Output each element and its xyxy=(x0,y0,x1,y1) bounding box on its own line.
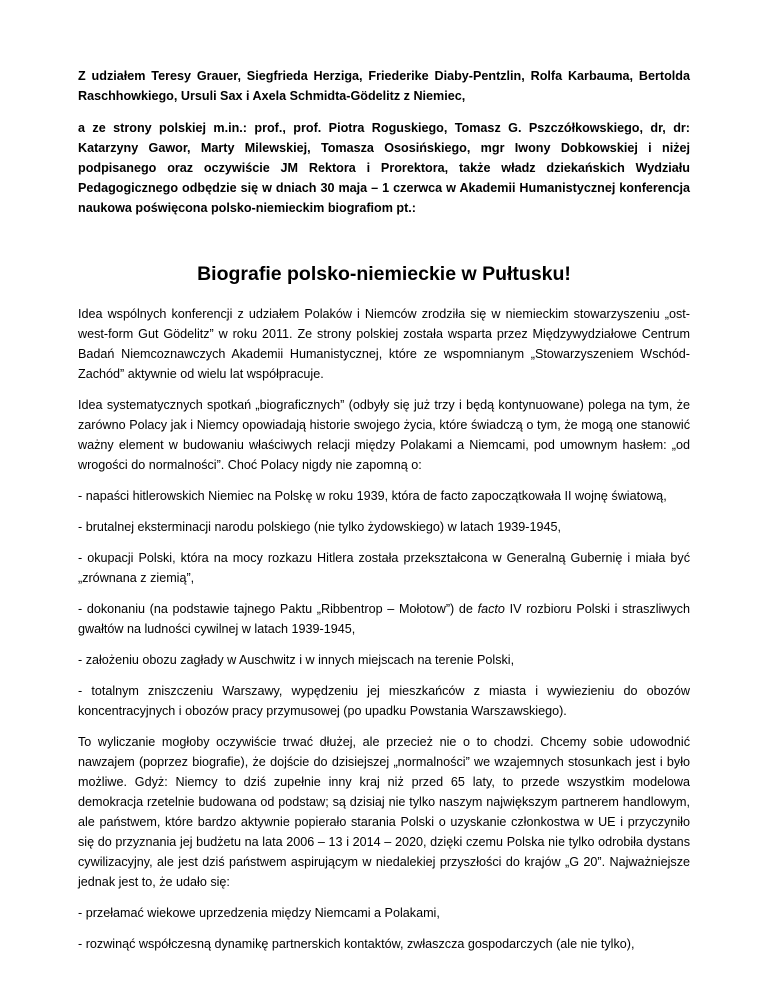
list-item: - brutalnej eksterminacji narodu polskiego (nie tylko żydowskiego) w latach 1939-1945, xyxy=(78,520,562,534)
list-item-text: - dokonaniu (na podstawie tajnego Paktu „Ribbentrop – Mołotow”) de xyxy=(78,602,478,616)
list-item: - rozwinąć współczesną dynamikę partnerskich kontaktów, zwłaszcza gospodarczych (ale nie tylko), xyxy=(78,937,635,951)
list-item: - napaści hitlerowskich Niemiec na Polskę w roku 1939, która de facto zapoczątkowała II wojnę światową, xyxy=(78,489,667,503)
list-item xyxy=(78,599,690,639)
list-item: - okupacji Polski, która na mocy rozkazu Hitlera została przekształcona w Generalną Gubernię i miała być „zrównana z ziemią”, xyxy=(78,551,690,585)
paragraph: Idea systematycznych spotkań „biograficznych” (odbyły się już trzy i będą kontynuowane) polega na tym, że zarówno Polacy jak i Niemcy opowiadają historie swojego życia, które świadczą o tym, że mogą one stanowić ważny element w budowaniu właściwych relacji między Polakami a Niemcami, pod umownym hasłem: „od wrogości do normalności”. Choć Polacy nigdy nie zapomną o: xyxy=(78,398,690,472)
list-item: - totalnym zniszczeniu Warszawy, wypędzeniu jej mieszkańców z miasta i wywiezieniu do obozów koncentracyjnych i obozów pracy przymusowej (po upadku Powstania Warszawskiego). xyxy=(78,684,690,718)
italic-text: facto xyxy=(477,602,505,616)
intro-participants-de: Z udziałem Teresy Grauer, Siegfrieda Herziga, Friederike Diaby-Pentzlin, Rolfa Karbauma, Bertolda Raschhowkiego, Ursuli Sax i Axela Schmidta-Gödelitz z Niemiec, xyxy=(78,69,690,103)
list-item: - założeniu obozu zagłady w Auschwitz i w innych miejscach na terenie Polski, xyxy=(78,653,515,667)
paragraph: To wyliczanie mogłoby oczywiście trwać dłużej, ale przecież nie o to chodzi. Chcemy sobie udowodnić nawzajem (poprzez biografie), że dojście do dzisiejszej „normalności” we wzajemnych stosunkach jest i było możliwe. Gdyż: Niemcy to dziś zupełnie inny kraj niż przed 65 laty, to przede wszystkim modelowa demokracja rzetelnie budowana od podstaw; są dzisiaj nie tylko naszym największym partnerem handlowym, ale państwem, które bardzo aktywnie popierało starania Polski o uzyskanie członkostwa w UE i przyczyniło się do przyznania jej budżetu na lata 2006 – 13 i 2014 – 2020, dzięki czemu Polska nie tylko odrobiła dystans cywilizacyjny, ale jest dziś państwem aspirującym w niedalekiej przyszłości do krajów „G 20”. Najważniejsze jednak jest to, że udało się: xyxy=(78,735,690,889)
list-item-text: IV rozbioru Polski i straszliwych gwałtów na ludności cywilnej w latach 1939-1945, xyxy=(78,602,690,636)
document-page xyxy=(78,60,690,965)
list-item: - przełamać wiekowe uprzedzenia między Niemcami a Polakami, xyxy=(78,906,440,920)
paragraph: Idea wspólnych konferencji z udziałem Polaków i Niemców zrodziła się w niemieckim stowarzyszeniu „ost-west-form Gut Gödelitz” w roku 2011. Ze strony polskiej została wsparta przez Międzywydziałowe Centrum Badań Niemcoznawczych Akademii Humanistycznej, które ze wspomnianym „Stowarzyszeniem Wschód-Zachód” aktywnie od wielu lat współpracuje. xyxy=(78,307,690,381)
intro-participants-pl: a ze strony polskiej m.in.: prof., prof. Piotra Roguskiego, Tomasz G. Pszczółkowskiego, dr, dr: Katarzyny Gawor, Marty Milewskiej, Tomasza Ososińskiego, mgr Iwony Dobkowskiej i niżej podpisanego oraz oczywiście JM Rektora i Prorektora, także władz dziekańskich Wydziału Pedagogicznego odbędzie się w dniach 30 maja – 1 czerwca w Akademii Humanistycznej konferencja naukowa poświęcona polsko-niemieckim biografiom pt.: xyxy=(78,121,690,215)
document-title: Biografie polsko-niemieckie w Pułtusku! xyxy=(197,263,571,285)
